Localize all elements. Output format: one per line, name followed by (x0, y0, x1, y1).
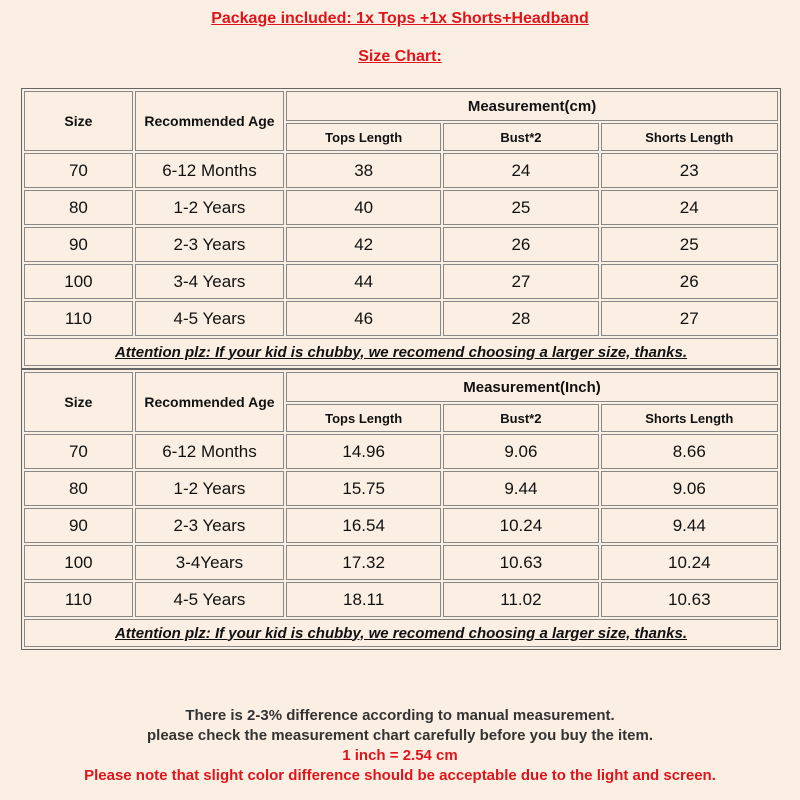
size-table-cm (21, 88, 781, 369)
bust-cell: 26 (443, 227, 598, 262)
tops-length-cell: 17.32 (286, 545, 441, 580)
table-row (24, 301, 778, 336)
bust-cell: 10.63 (443, 545, 598, 580)
table-row (24, 582, 778, 617)
tops-length-cell: 18.11 (286, 582, 441, 617)
bust-cell: 27 (443, 264, 598, 299)
table-row (24, 545, 778, 580)
age-cell: 6-12 Months (135, 153, 284, 188)
size-cell: 70 (24, 434, 133, 469)
table-row (24, 434, 778, 469)
age-cell: 1-2 Years (135, 190, 284, 225)
bust-cell: 9.44 (443, 471, 598, 506)
measurement-header: Measurement(cm) (286, 91, 778, 121)
size-cell: 90 (24, 227, 133, 262)
tops-length-cell: 46 (286, 301, 441, 336)
bust-cell: 28 (443, 301, 598, 336)
size-header: Size (24, 91, 133, 151)
tops-length-cell: 16.54 (286, 508, 441, 543)
tops-length-header: Tops Length (286, 404, 441, 432)
table-row (24, 508, 778, 543)
bust-cell: 24 (443, 153, 598, 188)
shorts-length-header: Shorts Length (601, 123, 778, 151)
tops-length-header: Tops Length (286, 123, 441, 151)
footer-notes (0, 706, 800, 786)
size-cell: 100 (24, 545, 133, 580)
shorts-length-cell: 9.44 (601, 508, 778, 543)
shorts-length-cell: 26 (601, 264, 778, 299)
tops-length-cell: 14.96 (286, 434, 441, 469)
table-row (24, 227, 778, 262)
tops-length-cell: 40 (286, 190, 441, 225)
shorts-length-cell: 9.06 (601, 471, 778, 506)
size-cell: 80 (24, 190, 133, 225)
tops-length-cell: 44 (286, 264, 441, 299)
shorts-length-header: Shorts Length (601, 404, 778, 432)
size-cell: 90 (24, 508, 133, 543)
shorts-length-cell: 8.66 (601, 434, 778, 469)
size-chart-title: Size Chart: (358, 48, 442, 65)
age-cell: 4-5 Years (135, 582, 284, 617)
size-cell: 80 (24, 471, 133, 506)
table-row (24, 153, 778, 188)
table-row (24, 471, 778, 506)
bust-header: Bust*2 (443, 404, 598, 432)
shorts-length-cell: 23 (601, 153, 778, 188)
color-difference-note: Please note that slight color difference should be acceptable due to the light and screen. (84, 767, 716, 784)
size-table-inch (21, 369, 781, 650)
bust-cell: 11.02 (443, 582, 598, 617)
measurement-difference-note: There is 2-3% difference according to manual measurement. (185, 707, 615, 724)
shorts-length-cell: 27 (601, 301, 778, 336)
age-cell: 2-3 Years (135, 227, 284, 262)
size-cell: 110 (24, 582, 133, 617)
age-cell: 2-3 Years (135, 508, 284, 543)
table-row (24, 190, 778, 225)
shorts-length-cell: 10.24 (601, 545, 778, 580)
tops-length-cell: 38 (286, 153, 441, 188)
tops-length-cell: 42 (286, 227, 441, 262)
size-cell: 100 (24, 264, 133, 299)
attention-note: Attention plz: If your kid is chubby, we recomend choosing a larger size, thanks. (24, 619, 778, 647)
shorts-length-cell: 10.63 (601, 582, 778, 617)
bust-cell: 25 (443, 190, 598, 225)
bust-header: Bust*2 (443, 123, 598, 151)
bust-cell: 10.24 (443, 508, 598, 543)
age-header: Recommended Age (135, 372, 284, 432)
shorts-length-cell: 24 (601, 190, 778, 225)
table-row (24, 264, 778, 299)
inch-conversion-note: 1 inch = 2.54 cm (342, 747, 458, 764)
age-cell: 4-5 Years (135, 301, 284, 336)
size-cell: 70 (24, 153, 133, 188)
shorts-length-cell: 25 (601, 227, 778, 262)
size-cell: 110 (24, 301, 133, 336)
size-header: Size (24, 372, 133, 432)
age-cell: 1-2 Years (135, 471, 284, 506)
age-cell: 3-4 Years (135, 264, 284, 299)
age-cell: 3-4Years (135, 545, 284, 580)
package-included-title: Package included: 1x Tops +1x Shorts+Headband (211, 10, 589, 27)
attention-note: Attention plz: If your kid is chubby, we recomend choosing a larger size, thanks. (24, 338, 778, 366)
bust-cell: 9.06 (443, 434, 598, 469)
age-header: Recommended Age (135, 91, 284, 151)
measurement-header: Measurement(Inch) (286, 372, 778, 402)
age-cell: 6-12 Months (135, 434, 284, 469)
tops-length-cell: 15.75 (286, 471, 441, 506)
check-chart-note: please check the measurement chart carefully before you buy the item. (146, 727, 653, 744)
